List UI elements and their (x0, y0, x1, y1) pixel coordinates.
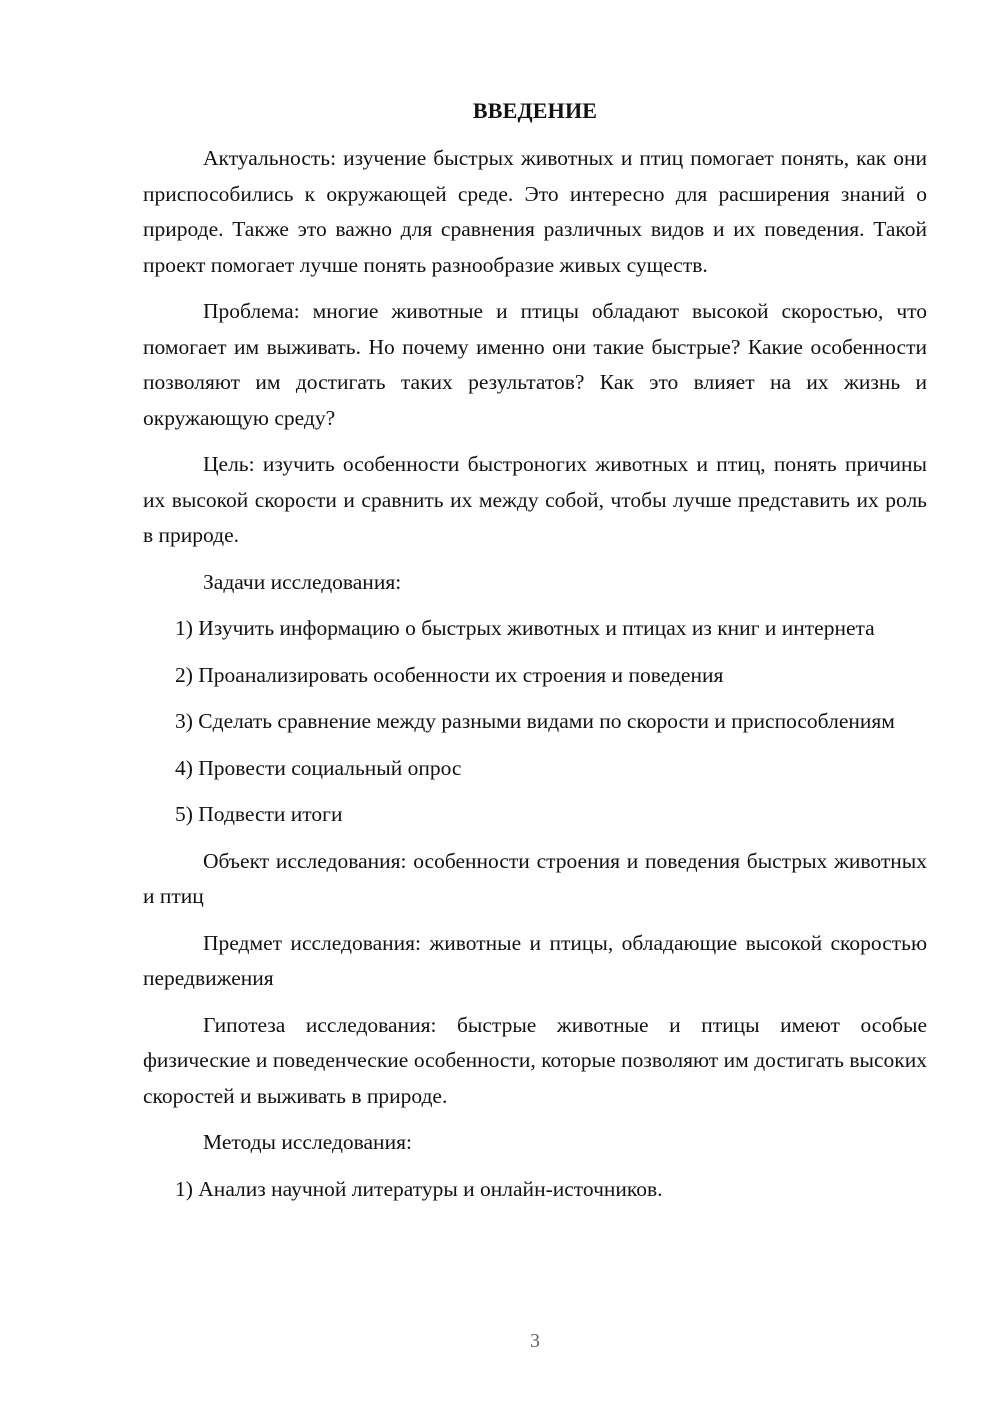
hypothesis-paragraph: Гипотеза исследования: быстрые животные и птицы имеют особые физические и поведенческие особенности, которые позволяют им достигать высоких скоростей и выживать в природе. (143, 1012, 927, 1108)
page-title: ВВЕДЕНИЕ (472, 98, 598, 123)
task-item: 5) Подвести итоги (175, 802, 343, 826)
relevance-paragraph: Актуальность: изучение быстрых животных и птиц помогает понять, как они приспособились к окружающей среде. Это интересно для расширения знаний о природе. Также это важно для сравнения различных видов и их поведения. Такой проект помогает лучше понять разнообразие живых существ. (143, 146, 927, 277)
task-item: 2) Проанализировать особенности их строения и поведения (175, 662, 724, 687)
task-item: 3) Сделать сравнение между разными видами по скорости и приспособлениям (175, 709, 895, 733)
document-page (143, 93, 927, 1218)
tasks-heading: Задачи исследования: (203, 569, 402, 594)
task-item: 1) Изучить информацию о быстрых животных и птицах из книг и интернета (175, 616, 875, 640)
task-item: 4) Провести социальный опрос (175, 755, 462, 780)
problem-paragraph: Проблема: многие животные и птицы обладают высокой скоростью, что помогает им выживать. Но почему именно они такие быстрые? Какие особенности позволяют им достигать таких результатов? Как это влияет на их жизнь и окружающую среду? (143, 299, 927, 430)
page-number: 3 (530, 1330, 540, 1352)
object-paragraph: Объект исследования: особенности строения и поведения быстрых животных и птиц (143, 848, 927, 908)
method-item: 1) Анализ научной литературы и онлайн-источников. (175, 1176, 663, 1201)
goal-paragraph: Цель: изучить особенности быстроногих животных и птиц, понять причины их высокой скорости и сравнить их между собой, чтобы лучше представить их роль в природе. (143, 452, 927, 547)
subject-paragraph: Предмет исследования: животные и птицы, обладающие высокой скоростью передвижения (143, 930, 927, 990)
methods-heading: Методы исследования: (203, 1130, 412, 1154)
